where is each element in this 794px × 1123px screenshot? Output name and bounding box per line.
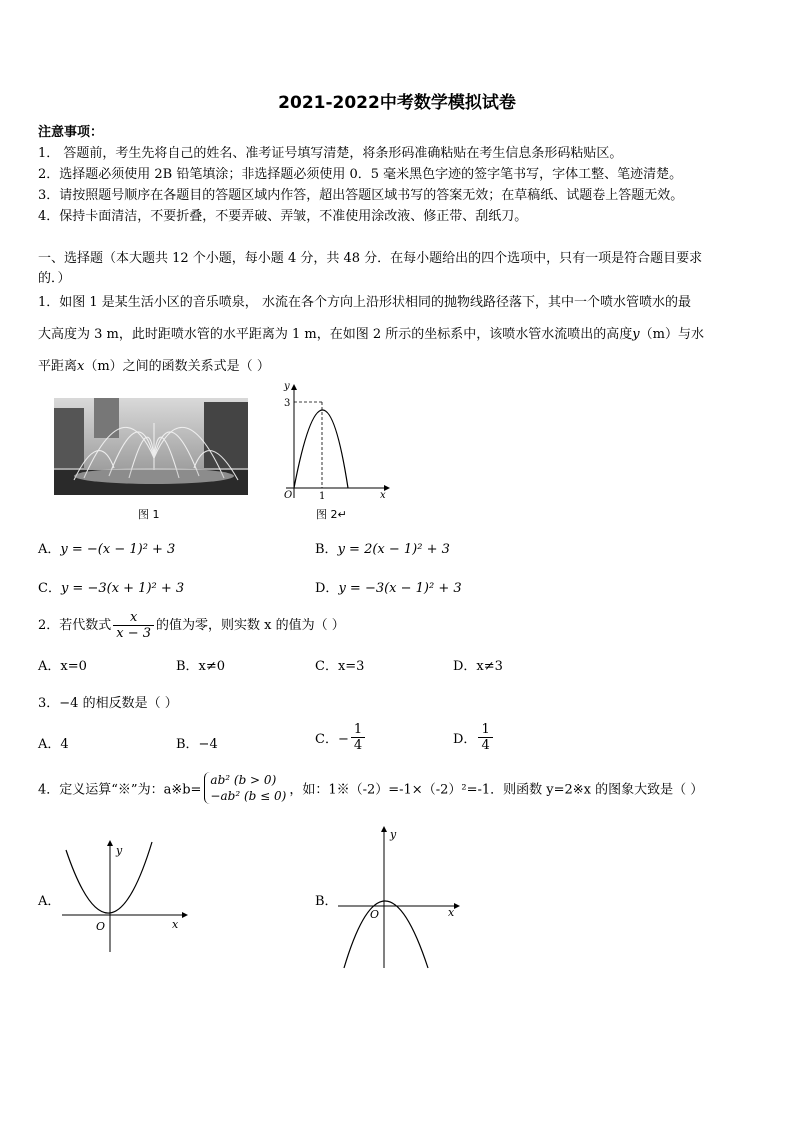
option-letter: B． bbox=[315, 542, 338, 557]
q3-option-d[interactable] bbox=[453, 722, 495, 753]
notice-item: 1． 答题前，考生先将自己的姓名、准考证号填写清楚，将条形码准确粘贴在考生信息条形码粘贴区。 bbox=[38, 146, 623, 161]
option-fraction bbox=[478, 722, 492, 753]
option-expression: y = −3(x − 1)² + 3 bbox=[338, 581, 462, 596]
q2-text bbox=[38, 610, 345, 641]
q2-option-a[interactable]: A．x=0 bbox=[38, 659, 87, 674]
option-letter: A． bbox=[38, 542, 61, 557]
q2-text-end: 的值为零，则实数 x 的值为（ ） bbox=[156, 618, 345, 633]
x-axis-arrow bbox=[454, 903, 460, 909]
q1-var-x: x bbox=[77, 359, 85, 374]
fraction-numerator: x bbox=[113, 610, 154, 626]
option-expression: y = −(x − 1)² + 3 bbox=[60, 542, 176, 557]
graph-y-label: y bbox=[284, 381, 290, 392]
fraction-denominator: 4 bbox=[353, 738, 363, 753]
fraction-numerator: 1 bbox=[478, 722, 492, 738]
option-expression: y = 2(x − 1)² + 3 bbox=[337, 542, 450, 557]
option-fraction bbox=[351, 722, 365, 753]
q1-text: 1．如图 1 是某生活小区的音乐喷泉， 水流在各个方向上沿形状相同的抛物线路径落下，其中一个喷水管喷水的最 bbox=[38, 295, 691, 310]
q1-text-part: （m）之间的函数关系式是（ ） bbox=[84, 359, 270, 374]
notice-item: 2．选择题必须使用 2B 铅笔填涂；非选择题必须使用 0．5 毫米黑色字迹的签字笔书写，字体工整、笔迹清楚。 bbox=[38, 167, 683, 182]
q1-text-line2 bbox=[38, 323, 704, 342]
y-axis-arrow bbox=[291, 384, 297, 390]
graph-peak-x: 1 bbox=[319, 491, 326, 502]
x-axis-arrow bbox=[182, 912, 188, 918]
option-expression: y = −3(x + 1)² + 3 bbox=[60, 581, 185, 596]
fraction-denominator: x − 3 bbox=[116, 626, 152, 641]
q1-var-y: y bbox=[632, 327, 640, 342]
parabola-curve bbox=[294, 410, 348, 488]
option-letter: D． bbox=[453, 732, 477, 747]
parabola-down-curve bbox=[344, 901, 428, 968]
q4-piecewise bbox=[204, 772, 286, 804]
q4-option-a-graph[interactable] bbox=[60, 840, 190, 955]
fraction-denominator: 4 bbox=[481, 738, 490, 753]
q4-option-b-label[interactable]: B． bbox=[315, 894, 338, 909]
notice-item: 4．保持卡面清洁，不要折叠，不要弄破、弄皱，不准使用涂改液、修正带、刮纸刀。 bbox=[38, 209, 528, 224]
q1-text-line3 bbox=[38, 355, 270, 374]
q2-text-start: 2．若代数式 bbox=[38, 618, 112, 633]
parabola-up-curve bbox=[66, 842, 152, 913]
fountain-photo bbox=[54, 398, 248, 495]
q1-text-part: 平距离 bbox=[38, 359, 78, 374]
piecewise-case-2: −ab² (b ≤ 0) bbox=[210, 789, 287, 803]
graph-origin: O bbox=[96, 920, 106, 933]
option-letter: C．− bbox=[315, 732, 349, 747]
q2-option-b[interactable]: B．x≠0 bbox=[176, 659, 226, 674]
y-axis-arrow bbox=[381, 826, 387, 832]
q1-text-part: 大高度为 3 m，此时距喷水管的水平距离为 1 m，在如图 2 所示的坐标系中，该喷水管水流喷出的高度 bbox=[38, 327, 633, 342]
q1-option-d[interactable] bbox=[315, 577, 462, 596]
q4-text bbox=[38, 772, 703, 804]
notice-item: 3．请按照题号顺序在各题目的答题区域内作答，超出答题区域书写的答案无效；在草稿纸、试题卷上答题无效。 bbox=[38, 188, 684, 203]
page-title: 2021-2022中考数学模拟试卷 bbox=[278, 93, 516, 113]
figure-2-caption: 图 2↵ bbox=[316, 508, 347, 521]
graph-x-label: x bbox=[448, 906, 455, 919]
graph-x-label: x bbox=[172, 918, 179, 931]
graph-origin: O bbox=[284, 490, 293, 501]
graph-origin: O bbox=[370, 908, 380, 921]
fraction-numerator: 1 bbox=[351, 722, 365, 738]
q1-option-c[interactable] bbox=[38, 577, 184, 596]
option-letter: C． bbox=[38, 581, 61, 596]
q1-text-part: （m）与水 bbox=[639, 327, 704, 342]
y-axis-arrow bbox=[107, 840, 113, 846]
q3-option-b[interactable]: B．−4 bbox=[176, 737, 218, 752]
q1-option-b[interactable] bbox=[315, 538, 450, 557]
q1-option-a[interactable] bbox=[38, 538, 175, 557]
graph-y-label: y bbox=[116, 844, 123, 857]
section-heading: 一、选择题（本大题共 12 个小题，每小题 4 分，共 48 分．在每小题给出的四个选项中，只有一项是符合题目要求 bbox=[38, 251, 703, 266]
q2-option-d[interactable]: D．x≠3 bbox=[453, 659, 503, 674]
q4-option-a-label[interactable]: A． bbox=[38, 894, 61, 909]
graph-y-label: y bbox=[390, 828, 397, 841]
graph-x-label: x bbox=[380, 490, 386, 501]
graph-peak-y: 3 bbox=[284, 398, 291, 409]
notice-heading: 注意事项： bbox=[38, 125, 104, 140]
q3-option-c[interactable] bbox=[315, 722, 367, 753]
section-heading-cont: 的．） bbox=[38, 271, 71, 286]
q4-text-end: ，如：1※（-2）=-1×（-2）²=-1．则函数 y=2※x 的图象大致是（ ） bbox=[289, 782, 704, 798]
figure-1-caption: 图 1 bbox=[138, 508, 160, 521]
piecewise-case-1: ab² (b > 0) bbox=[210, 773, 277, 787]
q3-option-a[interactable]: A．4 bbox=[38, 737, 69, 752]
figure-2-graph bbox=[276, 380, 396, 505]
option-letter: D． bbox=[315, 581, 339, 596]
q4-text-start: 4．定义运算“※”为：a※b= bbox=[38, 782, 202, 798]
q2-fraction bbox=[113, 610, 154, 641]
q2-option-c[interactable]: C．x=3 bbox=[315, 659, 365, 674]
q4-option-b-graph[interactable] bbox=[336, 826, 466, 971]
q3-text: 3．−4 的相反数是（ ） bbox=[38, 696, 178, 711]
